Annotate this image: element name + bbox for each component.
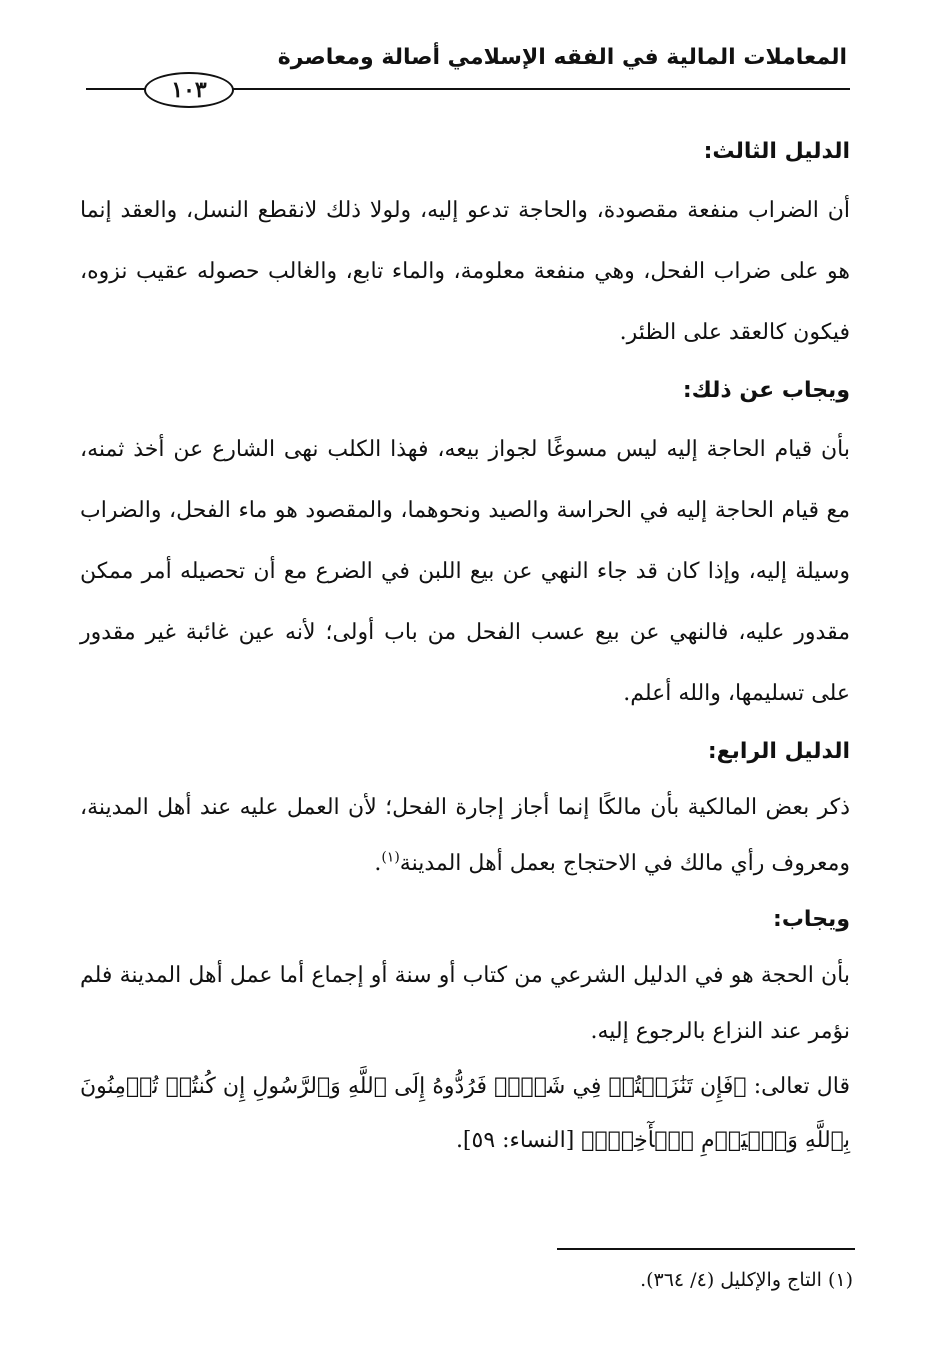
- paragraph-third-evidence: أن الضراب منفعة مقصودة، والحاجة تدعو إليه، ولولا ذلك لانقطع النسل، والعقد إنما هو على ضراب الفحل، وهي منفعة معلومة، والماء تابع، والغالب حصوله عقيب نزوه، فيكون كالعقد على الظئر.: [80, 198, 850, 345]
- section-heading-reply-2: ويجاب:: [773, 907, 850, 932]
- quote-intro: قال تعالى:: [753, 1074, 850, 1099]
- footnote-rule: [557, 1248, 855, 1250]
- running-title: المعاملات المالية في الفقه الإسلامي أصالة ومعاصرة: [277, 45, 847, 70]
- paragraph-fourth-evidence: [80, 780, 850, 892]
- paragraph-reply-1: بأن قيام الحاجة إليه ليس مسوغًا لجواز بيعه، فهذا الكلب نهى الشارع عن أخذ ثمنه، مع قيام الحاجة إليه في الحراسة والصيد ونحوهما، والمقصود هو ماء الفحل، والضراب وسيلة إليه، وإذا كان قد جاء النهي عن بيع اللبن في الضرع مع أن تحصيله أمر ممكن مقدور عليه، فالنهي عن بيع عسب الفحل من باب أولى؛ لأنه عين غائبة غير مقدور على تسليمها، والله أعلم.: [80, 437, 850, 706]
- quote-source: [النساء: ٥٩].: [455, 1128, 575, 1153]
- quote-verse: ﴿فَإِن تَنَٰزَعۡتُمۡ فِي شَيۡءٖ فَرُدُّوهُ إِلَى ٱللَّهِ وَٱلرَّسُولِ إِن كُنتُمۡ تُؤۡمِنُونَ بِٱللَّهِ وَٱلۡيَوۡمِ ٱلۡأٓخِرِۚ﴾: [80, 1074, 850, 1153]
- paragraph-reply-2: بأن الحجة هو في الدليل الشرعي من كتاب أو سنة أو إجماع أما عمل أهل المدينة فلم نؤمر عند النزاع بالرجوع إليه.: [80, 963, 850, 1044]
- footnote: (١) التاج والإكليل (٤/ ٣٦٤).: [640, 1269, 853, 1291]
- page-number: ١٠٣: [144, 72, 234, 108]
- page-body: [80, 124, 850, 1168]
- section-heading-reply-1: ويجاب عن ذلك:: [682, 378, 850, 403]
- quran-quote: [80, 1060, 850, 1168]
- section-heading-third-evidence: الدليل الثالث:: [703, 139, 850, 164]
- paragraph-fourth-evidence-end: .: [374, 851, 382, 876]
- footnote-reference[interactable]: (١): [381, 849, 400, 866]
- section-heading-fourth-evidence: الدليل الرابع:: [707, 739, 850, 764]
- paragraph-fourth-evidence-text: ذكر بعض المالكية بأن مالكًا إنما أجاز إجارة الفحل؛ لأن العمل عليه عند أهل المدينة، ومعروف رأي مالك في الاحتجاج بعمل أهل المدينة: [80, 795, 850, 876]
